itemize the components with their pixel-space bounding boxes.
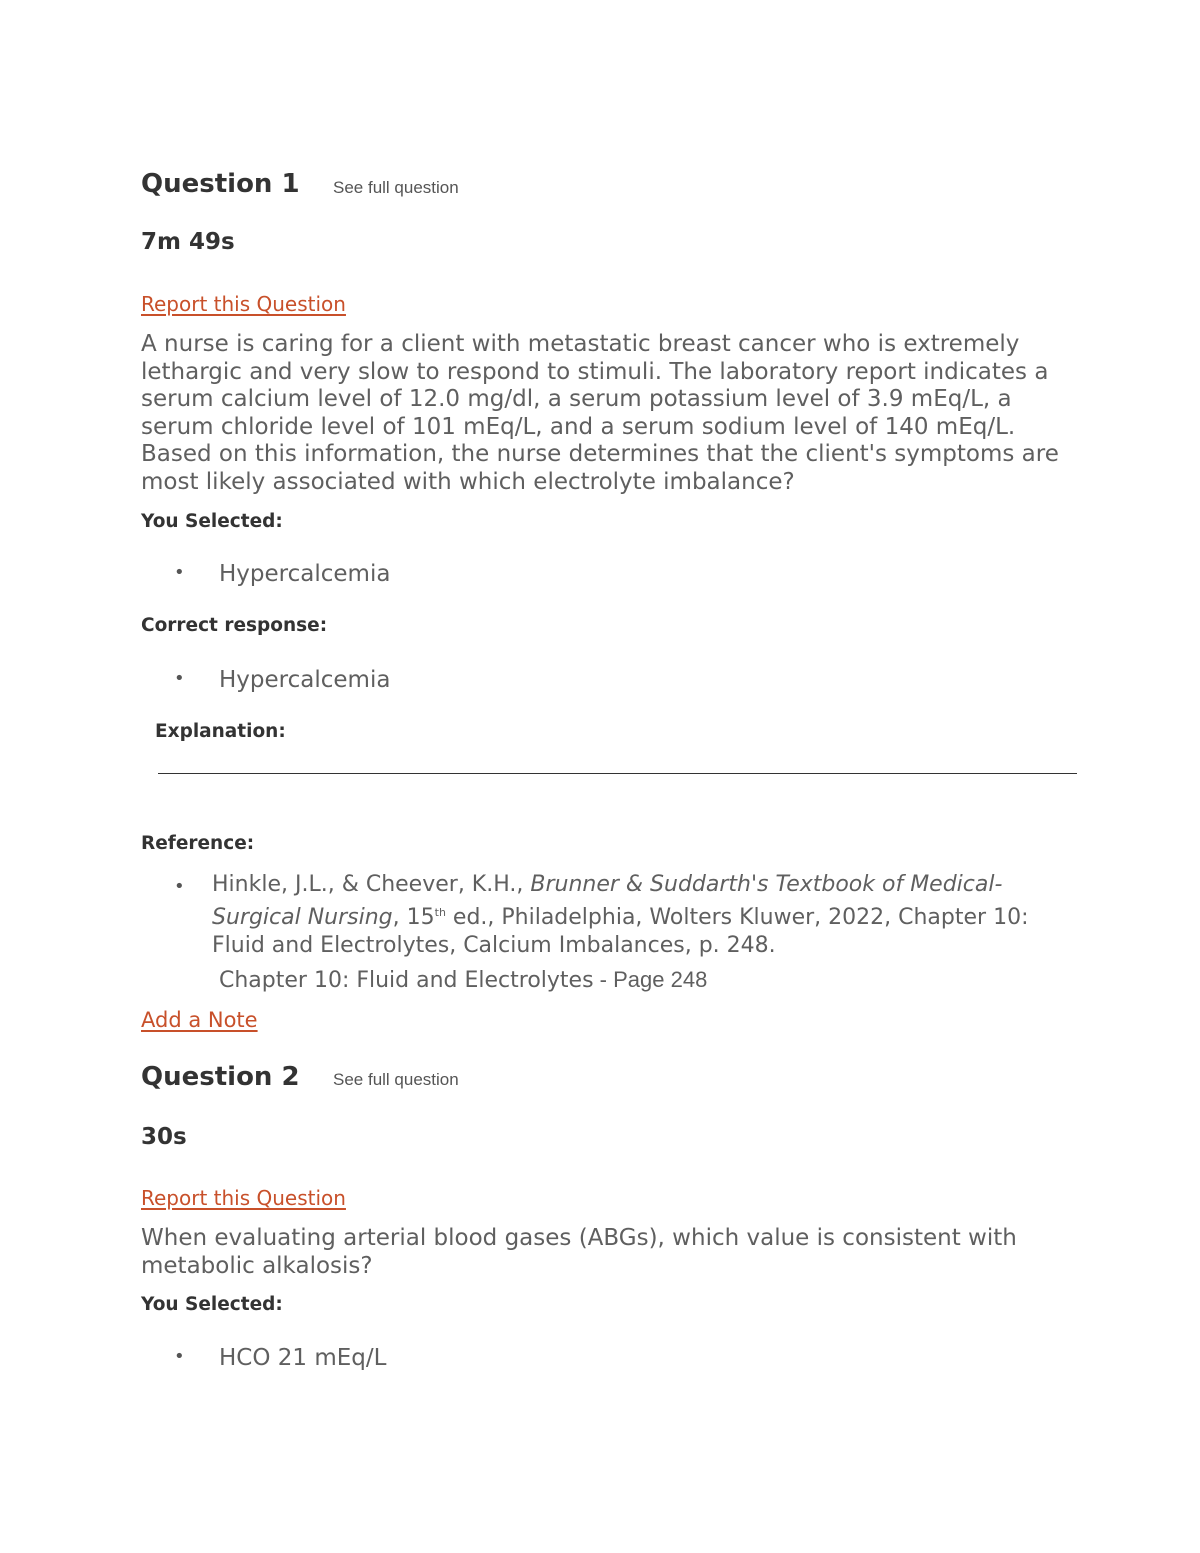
page-number: - Page 248 bbox=[593, 967, 708, 992]
you-selected-label-2: You Selected: bbox=[141, 1294, 283, 1315]
bullet-icon: • bbox=[174, 1346, 185, 1367]
see-full-question-link-1[interactable]: See full question bbox=[333, 178, 459, 197]
report-question-link-2[interactable]: Report this Question bbox=[141, 1186, 346, 1210]
reference-label-1: Reference: bbox=[141, 833, 255, 854]
reference-details: ed., Philadelphia, Wolters Kluwer, 2022, Chapter 10: Fluid and Electrolytes, Calcium Imbalances, p. 248. bbox=[212, 904, 1029, 958]
bullet-icon: • bbox=[174, 668, 185, 689]
bullet-icon: • bbox=[174, 876, 185, 897]
reference-book-title: Brunner & Suddarth's Textbook of Medical-Surgical Nursing bbox=[212, 872, 1003, 930]
reference-edition-suffix: th bbox=[434, 905, 446, 919]
you-selected-answer-1: Hypercalcemia bbox=[219, 561, 391, 587]
bullet-icon: • bbox=[174, 562, 185, 583]
explanation-label-1: Explanation: bbox=[155, 721, 286, 742]
reference-authors: Hinkle, J.L., & Cheever, K.H., bbox=[212, 872, 531, 897]
correct-response-answer-1: Hypercalcemia bbox=[219, 667, 391, 693]
report-question-link-1[interactable]: Report this Question bbox=[141, 292, 346, 316]
question-2-timer: 30s bbox=[141, 1124, 187, 1150]
question-1-timer: 7m 49s bbox=[141, 229, 235, 255]
explanation-divider bbox=[158, 773, 1077, 774]
correct-response-label-1: Correct response: bbox=[141, 615, 328, 636]
question-1-title: Question 1 bbox=[141, 169, 300, 199]
you-selected-answer-2: HCO 21 mEq/L bbox=[219, 1345, 387, 1371]
reference-edition: , 15 bbox=[392, 904, 435, 930]
see-full-question-link-2[interactable]: See full question bbox=[333, 1070, 459, 1089]
reference-citation-1 bbox=[212, 871, 1052, 959]
you-selected-label-1: You Selected: bbox=[141, 511, 283, 532]
chapter-link[interactable]: Chapter 10: Fluid and Electrolytes bbox=[219, 968, 594, 993]
question-2-text: When evaluating arterial blood gases (ABGs), which value is consistent with metabolic alkalosis? bbox=[141, 1225, 1017, 1279]
question-1-text: A nurse is caring for a client with metastatic breast cancer who is extremely lethargic and very slow to respond to stimuli. The laboratory report indicates a serum calcium level of 12.0 mg/dl, a serum potassium level of 3.9 mEq/L, a serum chloride level of 101 mEq/L, and a serum sodium level of 140 mEq/L. Based on this information, the nurse determines that the client's symptoms are most likely associated with which electrolyte imbalance? bbox=[141, 331, 1059, 495]
chapter-page-reference-1 bbox=[219, 967, 707, 993]
question-2-title: Question 2 bbox=[141, 1062, 300, 1092]
add-note-link-1[interactable]: Add a Note bbox=[141, 1008, 258, 1032]
